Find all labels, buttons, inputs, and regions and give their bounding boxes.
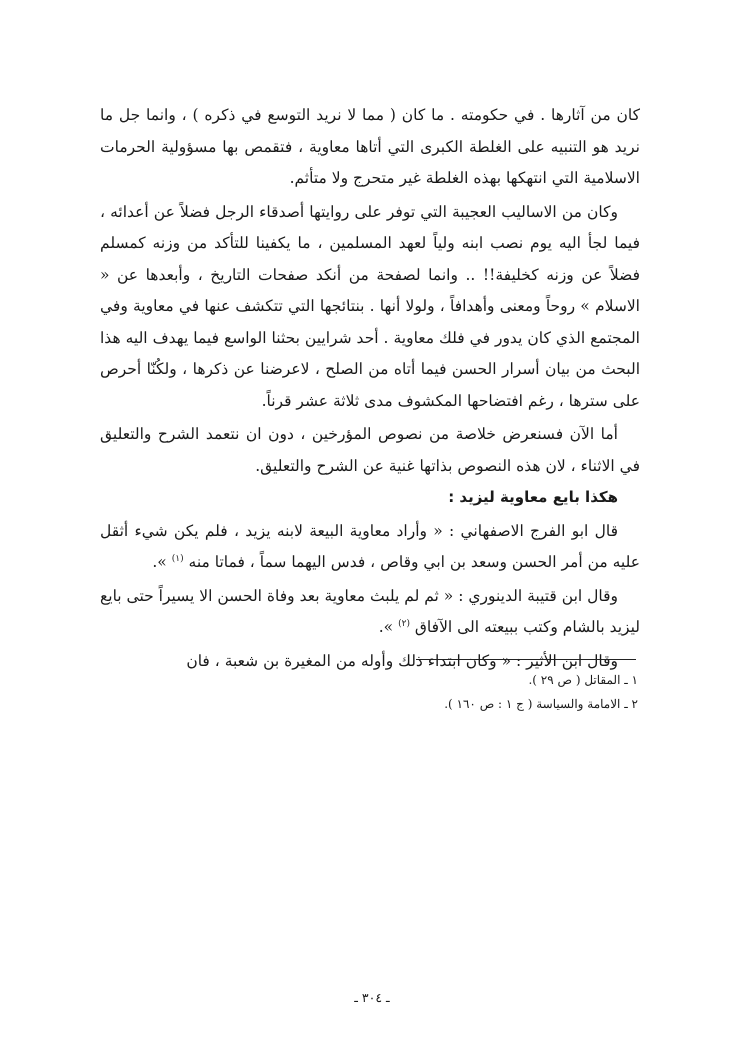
page-body [100,100,640,677]
footnote-1: ١ ـ المقاتل ( ص ٢٩ ). [528,673,638,687]
paragraph-4-text: قال ابو الفرج الاصفهاني : « وأراد معاوية البيعة لابنه يزيد ، فلم يكن شيء أثقل عليه من أمر الحسن وسعد بن ابي وقاص ، فدس اليهما سماً ، فماتا منه [100,521,640,571]
paragraph-4-end: ». [152,553,172,571]
footnote-ref-2: (٢) [398,618,410,629]
footnote-2: ٢ ـ الامامة والسياسة ( ج ١ : ص ١٦٠ ). [444,697,638,711]
footnote-divider [416,659,636,660]
paragraph-4 [100,516,640,579]
paragraph-1: كان من آثارها . في حكومته . ما كان ( مما لا نريد التوسع في ذكره ) ، وانما جل ما نريد هو التنبيه على الغلطة الكبرى التي أتاها معاوية ، فتقمص بها مسؤولية الحرمات الاسلامية التي انتهكها بهذه الغلطة غير متحرج ولا متأثم. [100,106,640,187]
paragraph-6: وقال ابن الأثير : « وكان ابتداء ذلك وأوله من المغيرة بن شعبة ، فان [186,651,618,670]
paragraph-5-end: ». [378,618,399,636]
paragraph-2: وكان من الاساليب العجيبة التي توفر على روايتها أصدقاء الرجل فضلاً عن أعدائه ، فيما لجأ اليه يوم نصب ابنه ولياً لعهد المسلمين ، ما يكفينا للتأكد من وزنه كمسلم فضلاً عن وزنه كخليفة!! .. وانما لصفحة من أنكد صفحات التاريخ ، وأبعدها عن « الاسلام » روحاً ومعنى وأهدافاً ، ولولا أنها . بنتائجها التي تتكشف عنها في معاوية وفي المجتمع الذي كان يدور في فلك معاوية . أحد شرايين بحثنا الواسع فيما يهدف اليه هذا البحث من بيان أسرار الحسن فيما أتاه من الصلح ، لاعرضنا عن ذكرها ، ولكُنّا أحرص على سترها ، رغم افتضاحها المكشوف مدى ثلاثة عشر قرناً. [100,202,640,410]
footnotes [100,668,638,716]
section-heading: هكذا بايع معاوية ليزيد : [448,488,618,506]
paragraph-5 [100,581,640,644]
paragraph-5-text: وقال ابن قتيبة الدينوري : « ثم لم يلبث معاوية بعد وفاة الحسن الا يسيراً حتى بايع ليزيد بالشام وكتب ببيعته الى الآفاق [100,586,640,636]
page-number: ـ ٣٠٤ ـ [354,990,390,1005]
paragraph-3: أما الآن فسنعرض خلاصة من نصوص المؤرخين ، دون ان نتعمد الشرح والتعليق في الاثناء ، لان هذه النصوص بذاتها غنية عن الشرح والتعليق. [100,425,640,475]
footnote-ref-1: (١) [171,553,184,564]
